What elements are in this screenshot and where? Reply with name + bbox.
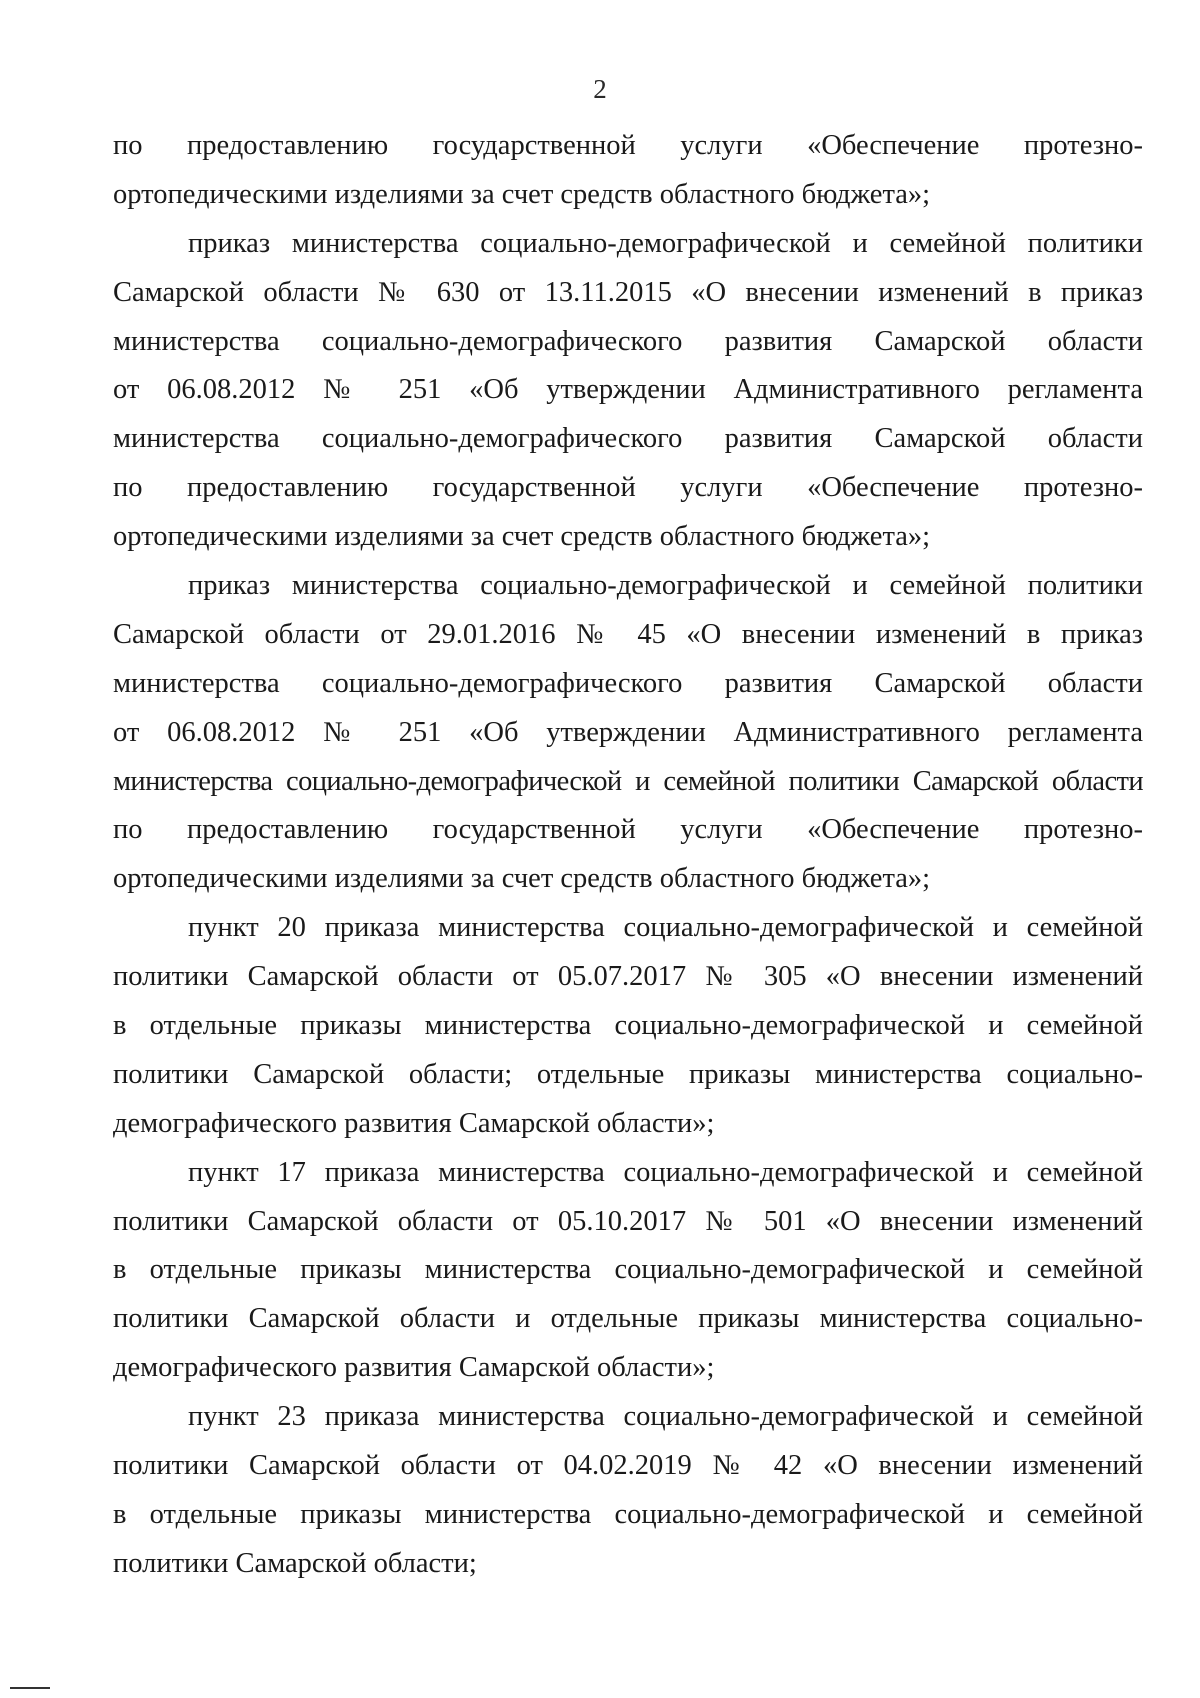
text-line: пункт 17 приказа министерства социально-демографической и семейной [188, 1156, 1143, 1188]
text-line: приказ министерства социально-демографической и семейной политики [188, 570, 1143, 602]
text-line: ортопедическими изделиями за счет средств областного бюджета»; [113, 521, 931, 553]
text-line: по предоставлению государственной услуги «Обеспечение протезно- [113, 814, 1143, 846]
paragraph [113, 904, 1143, 1148]
text-line: Самарской области от 29.01.2016 № 45 «О внесении изменений в приказ [113, 618, 1143, 650]
footer-mark [10, 1687, 50, 1689]
paragraph [113, 562, 1143, 904]
document-body [113, 122, 1143, 1589]
paragraph [113, 1149, 1143, 1393]
text-line: министерства социально-демографического развития Самарской области [113, 423, 1143, 455]
text-line: политики Самарской области и отдельные приказы министерства социально- [113, 1303, 1143, 1335]
text-line: демографического развития Самарской области»; [113, 1107, 715, 1139]
text-line: политики Самарской области от 05.07.2017 № 305 «О внесении изменений [113, 961, 1143, 993]
text-line: политики Самарской области; [113, 1547, 477, 1579]
text-line: приказ министерства социально-демографической и семейной политики [188, 227, 1143, 259]
text-line: в отдельные приказы министерства социально-демографической и семейной [113, 1254, 1143, 1286]
text-line: пункт 23 приказа министерства социально-демографической и семейной [188, 1401, 1143, 1433]
text-line: демографического развития Самарской области»; [113, 1352, 715, 1384]
paragraph [113, 122, 1143, 220]
text-line: министерства социально-демографической и семейной политики Самарской области [113, 765, 1143, 797]
paragraph [113, 1393, 1143, 1589]
text-line: в отдельные приказы министерства социально-демографической и семейной [113, 1010, 1143, 1042]
text-line: в отдельные приказы министерства социально-демографической и семейной [113, 1498, 1143, 1530]
text-line: министерства социально-демографического развития Самарской области [113, 667, 1143, 699]
paragraph [113, 220, 1143, 562]
text-line: политики Самарской области от 05.10.2017 № 501 «О внесении изменений [113, 1205, 1143, 1237]
text-line: ортопедическими изделиями за счет средств областного бюджета»; [113, 178, 931, 210]
text-line: пункт 20 приказа министерства социально-демографической и семейной [188, 912, 1143, 944]
text-line: политики Самарской области от 04.02.2019 № 42 «О внесении изменений [113, 1450, 1143, 1482]
text-line: по предоставлению государственной услуги «Обеспечение протезно- [113, 472, 1143, 504]
text-line: ортопедическими изделиями за счет средств областного бюджета»; [113, 863, 931, 895]
page-number: 2 [593, 74, 607, 104]
text-line: министерства социально-демографического развития Самарской области [113, 325, 1143, 357]
text-line: от 06.08.2012 № 251 «Об утверждении Административного регламента [113, 374, 1143, 406]
text-line: по предоставлению государственной услуги «Обеспечение протезно- [113, 130, 1143, 161]
text-line: политики Самарской области; отдельные приказы министерства социально- [113, 1058, 1143, 1090]
text-line: Самарской области № 630 от 13.11.2015 «О внесении изменений в приказ [113, 276, 1143, 308]
text-line: от 06.08.2012 № 251 «Об утверждении Административного регламента [113, 716, 1143, 748]
